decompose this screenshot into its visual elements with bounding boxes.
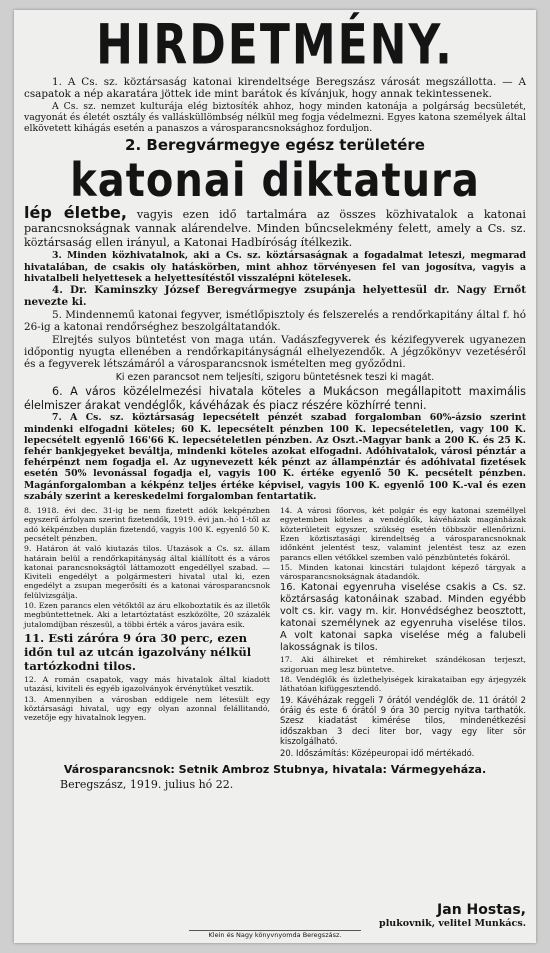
paragraph-20: 20. Időszámítás: Középeuropai idő mértékadó.: [280, 747, 475, 758]
paragraph-15: 15. Minden katonai kincstári tulajdont képező tárgyak a városparancsnokságnak átadandók.: [280, 562, 526, 582]
footer: [24, 763, 526, 791]
paragraph-5: 5. Mindennemű katonai fegyver, ismétlőpisztoly és felszerelés a rendőrkapitány által f. hó 26-ig a katonai rendőrséghez beszolgáltatandók.: [24, 308, 526, 334]
paragraph-17: 17. Aki álhireket et rémhireket szándékosan terjeszt, szigoruan meg lesz büntetve.: [280, 655, 526, 674]
paragraph-9: 9. Határon át való kiutazás tilos. Utazások a Cs. sz. állam határain belül a rendőrkapitányság által kiállított és a város katonai parancsnokságtól láttamozott engedéllyel szabad. — Kiviteli engedélyt a polgármesteri hivatal utal ki, ezen engedélyt a zsupan megerősíti és a katonai városparancsnok felülvizsgálja.: [24, 544, 270, 600]
paragraph-6: 6. A város közélelmezési hivatala köteles a Mukácson megállapitott maximális élelmiszer árakat vendéglők, kávéházak és piacz részére közhírré tenni.: [24, 384, 526, 412]
paragraph-19: 19. Kávéházak reggeli 7 órától vendéglők de. 11 órától 2 óráig és este 6 órától 9 óra 30 percig nyitva tarthatók. Szesz kiadatást kimérése tilos, mindenétkezési időszakban 3 deci liter bor, vagy egy liter sör kiszolgálható.: [280, 694, 526, 747]
paragraph-11: 11. Esti záróra 9 óra 30 perc, ezen időn tul az utcán igazolvány nélkül tartózkodni tilos.: [24, 630, 252, 673]
two-column-section: [24, 506, 526, 759]
signatory-name: Jan Hostas,: [437, 902, 526, 918]
right-column: [280, 506, 526, 759]
place-date: Beregszász, 1919. julius hó 22.: [60, 778, 234, 792]
paragraph-13: 13. Amennyiben a városban eddigele nem létesült egy köztársasági hivatal, ugy egy olyan azonnal felállitandó, vezetője egy hivatalnok legyen.: [24, 694, 270, 723]
signature-block: [379, 902, 526, 929]
paragraph-5c: Ki ezen parancsot nem teljesíti, szigoru büntetésnek teszi ki magát.: [115, 371, 435, 383]
paragraph-10: 10. Ezen parancs elen vétőktől az áru elkoboztatik és az illetők megbüntettetnek. Aki a letartóztatást eszközölte, 20 százalék jutalomdíjban részesül, a többi érték a város javára esik.: [24, 601, 270, 629]
left-column: [24, 506, 270, 759]
paragraph-3: 3. Minden közhivatalnok, aki a Cs. sz. köztársaságnak a fogadalmat leteszi, megmarad hivatalában, de csakis oly hatáskörben, mint ahhoz törvényesen fel van jogosítva, vagyis a hivatalbeli helyettesek a helyettesítéstől visszalépni kötelesek.: [24, 250, 526, 284]
printer-imprint-text: Klein és Nagy könyvnyomda Beregszász.: [189, 930, 362, 939]
paragraph-1b: A Cs. sz. nemzet kulturája elég biztosíték ahhoz, hogy minden katonája a polgárság becsületét, vagyonát és életét osztály és vallásküllömbség nélkül meg fogja védelmezni. Egyes katona személyek által elkövetett kihágás esetén a panaszos a városparancsnoksághoz forduljon.: [24, 100, 526, 135]
paragraph-18: 18. Vendéglők és üzlethelyiségek kirakataiban egy árjegyzék láthatóan kifüggesztendő.: [280, 675, 526, 694]
paragraph-5b: Elrejtés sulyos büntetést von maga után. Vadászfegyverek és kézifegyverek ugyanezen időpontig nyugta ellenében a rendőrkapitányságnál elhelyezendők. A jégzőkönyv vezetéséről és a fegyverek létszámáról a városparancsnok ismételten meg győződni.: [24, 333, 526, 371]
paragraph-16: 16. Katonai egyenruha viselése csakis a Cs. sz. köztársaság katonáinak szabad. Minden egyébb volt cs. kir. vagy m. kir. Honvédséghez beosztott, katonai személynek az egyenruha viselése tilos. A volt katonai sapka viselése még a falubeli lakosságnak is tilos.: [280, 582, 526, 654]
paragraph-7: 7. A Cs. sz. köztársaság lepecsételt pénzét szabad forgalomban 60%-ázsio szerint mindenki elfogadni köteles; 60 K. lepecsételt pénzben 100 K. lepecsételetlen, vagy 100 K. lepecsételt egyenlő 166'66 K. lepecsételetlen pénzben. Az Oszt.-Magyar bank a 200 K. és 25 K. fehér bankjegyeket beváltja, mindenki köteles azokat elfogadni. Adóhivatalok, városi pénztár a fehérpénzt nem fogadja el. Az ugynevezett kék pénzt az állampénztár és adóhivatal fizetések esetén 50% levonással fogadja el, vagyis 100 K. értéke egyenlő 50 K. pecsételt pénzben. Magánforgalomban a kékpénz teljes értéke képvisel, vagyis 100 K. egyenlő 100 K.-val és ezen szabály szerint a kereskedelmi forgalomban fentartatik.: [24, 412, 526, 502]
paragraph-14: 14. A városi főorvos, két polgár és egy katonai személlyel egyetemben köteles a vendéglők, kávéházak magánházak közterületeit egyszer, szükség esetén többször ellenőrizni. Ezen köztisztasági kirendeltség a városparancsnoknak időnként jelentést tesz, valamint jelentést tesz az ezen parancs ellen vétőkkel szemben való pénzbüntetés fokáról.: [280, 506, 526, 562]
printer-imprint: [14, 931, 536, 939]
paragraph-2-lead: lép életbe,: [24, 203, 127, 223]
paragraph-12: 12. A román csapatok, vagy más hivatalok által kiadott utazási, kiviteli és egyéb igazolványok érvénytüket vesztik.: [24, 674, 270, 694]
city-commander-line: Városparancsnok: Setnik Ambroz Stubnya, hivatala: Vármegyeháza.: [63, 763, 487, 777]
signatory-rank: plukovnik, velitel Munkács.: [379, 918, 526, 929]
paragraph-1: 1. A Cs. sz. köztársaság katonai kirendeltsége Beregszász városát megszállotta. — A csapatok a nép akaratára jöttek ide mint barátok és kívánjuk, hogy annak tekintessenek.: [24, 76, 526, 101]
proclamation-poster: [14, 10, 536, 943]
paragraph-8: 8. 1918. évi dec. 31-ig be nem fizetett adók kekpénzben egyszerű árfolyam szerint fizetendők, 1919. évi jan.-hó 1-től az adó kékpénzben duplán fizetendő, vagyis 100 K. egyenlő 50 K. pecsételt pénzben.: [24, 506, 270, 543]
poster-title: HIRDETMÉNY.: [96, 13, 454, 78]
section-2-heading: 2. Beregvármegye egész területére: [125, 136, 425, 155]
paragraph-4: 4. Dr. Kaminszky József Beregvármegye zsupánja helyettesül dr. Nagy Ernőt nevezte ki.: [24, 284, 526, 309]
military-dictatorship-heading: katonai diktatura: [70, 154, 480, 208]
paragraph-2-text: vagyis ezen idő tartalmára az összes közhivatalok a katonai parancsnokságnak vannak alárendelve. Minden bűncselekmény felett, amely a Cs. sz. köztársaság ellen irányul, a Katonai Hadbíróság ítélkezik.: [24, 208, 527, 250]
paragraph-2: [24, 203, 527, 250]
